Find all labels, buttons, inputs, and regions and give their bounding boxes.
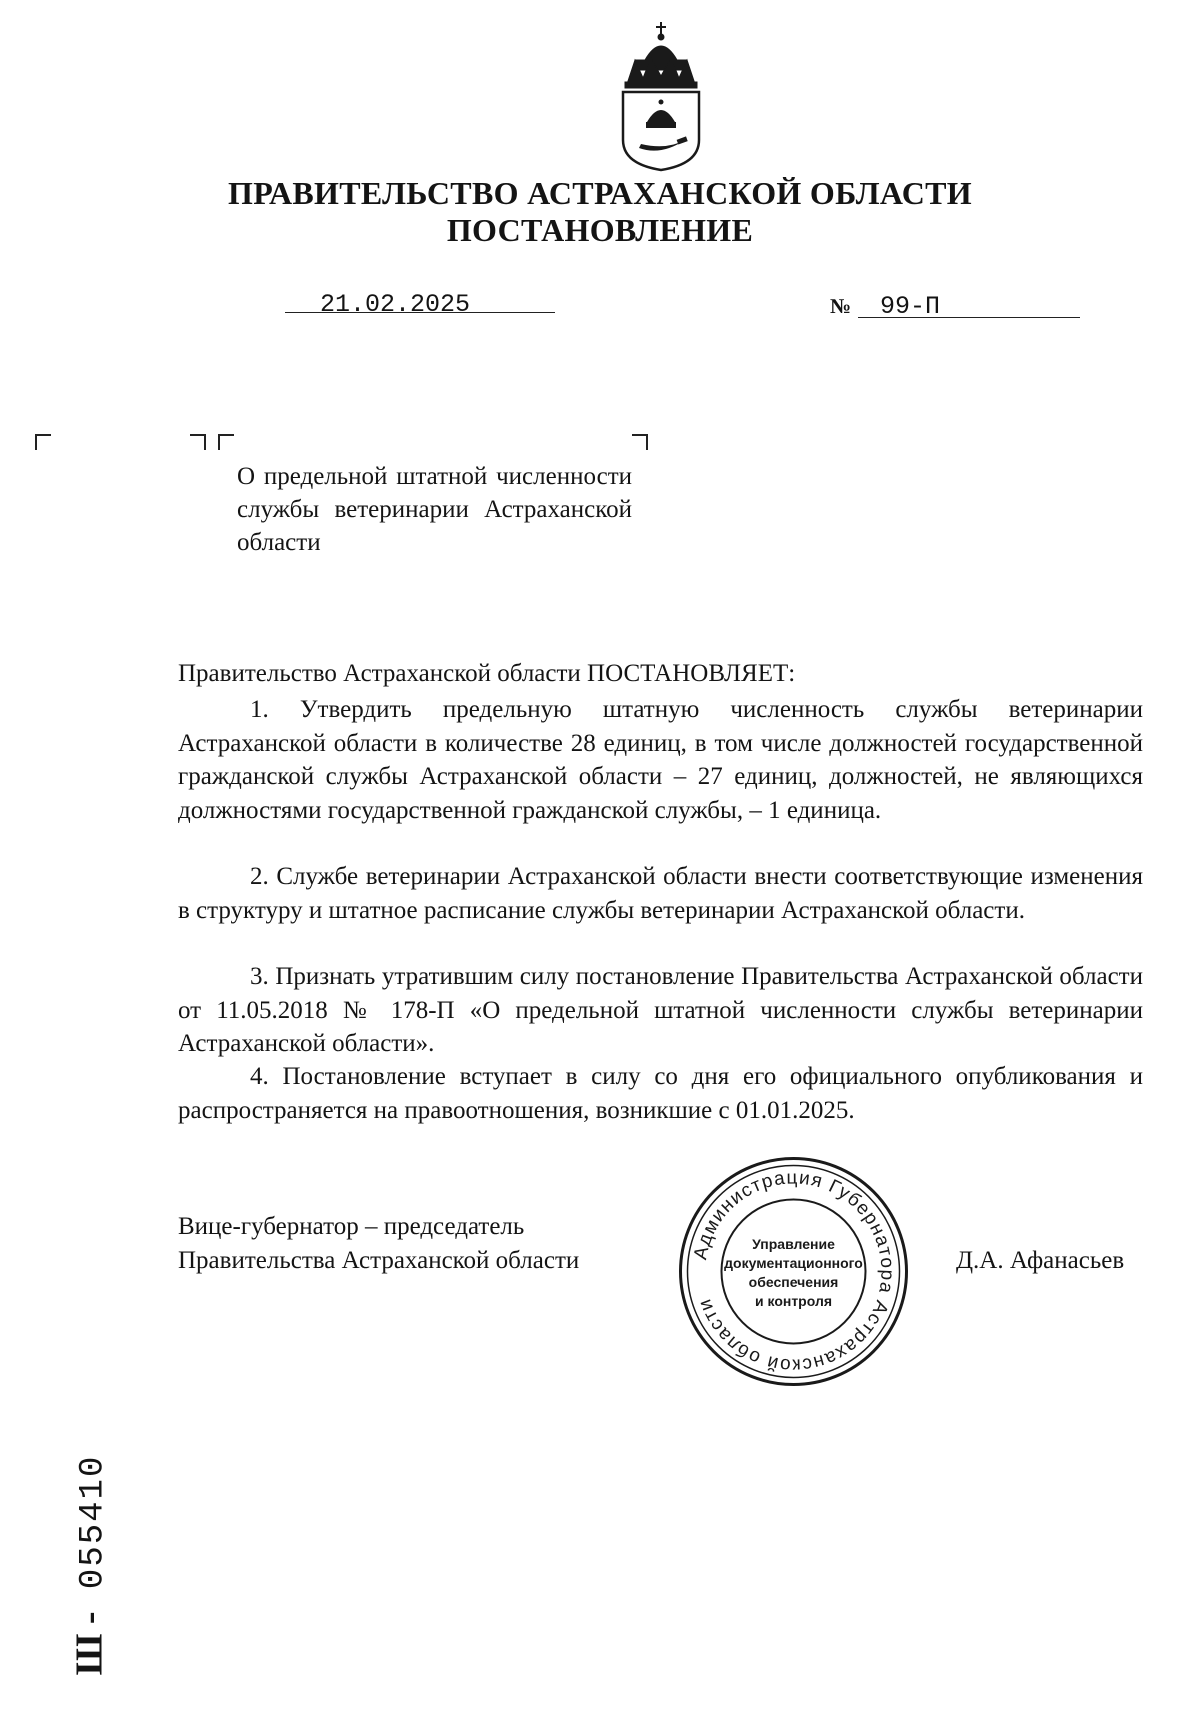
signer-position-line-2: Правительства Астраханской области (178, 1247, 580, 1274)
paragraph-4: 4. Постановление вступает в силу со дня его официального опубликования и распространяется на правоотношения, возникшие с 01.01.2025. (178, 1063, 1143, 1124)
corner-mark (190, 434, 206, 450)
document-subject: О предельной штатной численности службы ветеринарии Астраханской области (237, 463, 632, 556)
corner-mark (35, 434, 51, 450)
stamp-inner-line: обеспечения (748, 1274, 839, 1290)
form-serial-number (68, 1455, 113, 1676)
serial-number: 055410 (74, 1454, 113, 1590)
corner-mark (632, 434, 648, 450)
number-label: № (830, 294, 852, 318)
document-type-title: ПОСТАНОВЛЕНИЕ (446, 212, 754, 248)
serial-prefix: Ш - (68, 1611, 111, 1676)
signer-position-line-1: Вице-губернатор – председатель (178, 1213, 525, 1240)
corner-mark (218, 434, 234, 450)
signer-name: Д.А. Афанасьев (956, 1247, 1125, 1274)
stamp-inner-line: Управление (752, 1236, 835, 1252)
preamble: Правительство Астраханской области ПОСТАНОВЛЯЕТ: (178, 660, 796, 687)
government-title: ПРАВИТЕЛЬСТВО АСТРАХАНСКОЙ ОБЛАСТИ (228, 175, 972, 211)
date-underline (285, 312, 555, 313)
stamp-inner-line: документационного (724, 1255, 863, 1271)
paragraph-3: 3. Признать утратившим силу постановление Правительства Астраханской области от 11.05.2018 № 178-П «О предельной штатной численности службы ветеринарии Астраханской области». (178, 963, 1143, 1057)
paragraph-1: 1. Утвердить предельную штатную численность службы ветеринарии Астраханской области в количестве 28 единиц, в том числе должностей государственной гражданской службы Астраханской области – 27 единиц, должностей, не являющихся должностями государственной гражданской службы, – 1 единица. (178, 696, 1143, 824)
coat-of-arms-emblem (617, 22, 705, 172)
official-stamp (677, 1155, 910, 1388)
number-underline (858, 317, 1080, 318)
document-number: 99-П (880, 292, 941, 321)
document-date: 21.02.2025 (320, 290, 471, 319)
stamp-outer-text: Администрация Губернатора Астраханской области (690, 1167, 898, 1376)
stamp-inner-line: и контроля (755, 1293, 832, 1309)
paragraph-2: 2. Службе ветеринарии Астраханской области внести соответствующие изменения в структуру и штатное расписание службы ветеринарии Астраханской области. (178, 863, 1143, 924)
